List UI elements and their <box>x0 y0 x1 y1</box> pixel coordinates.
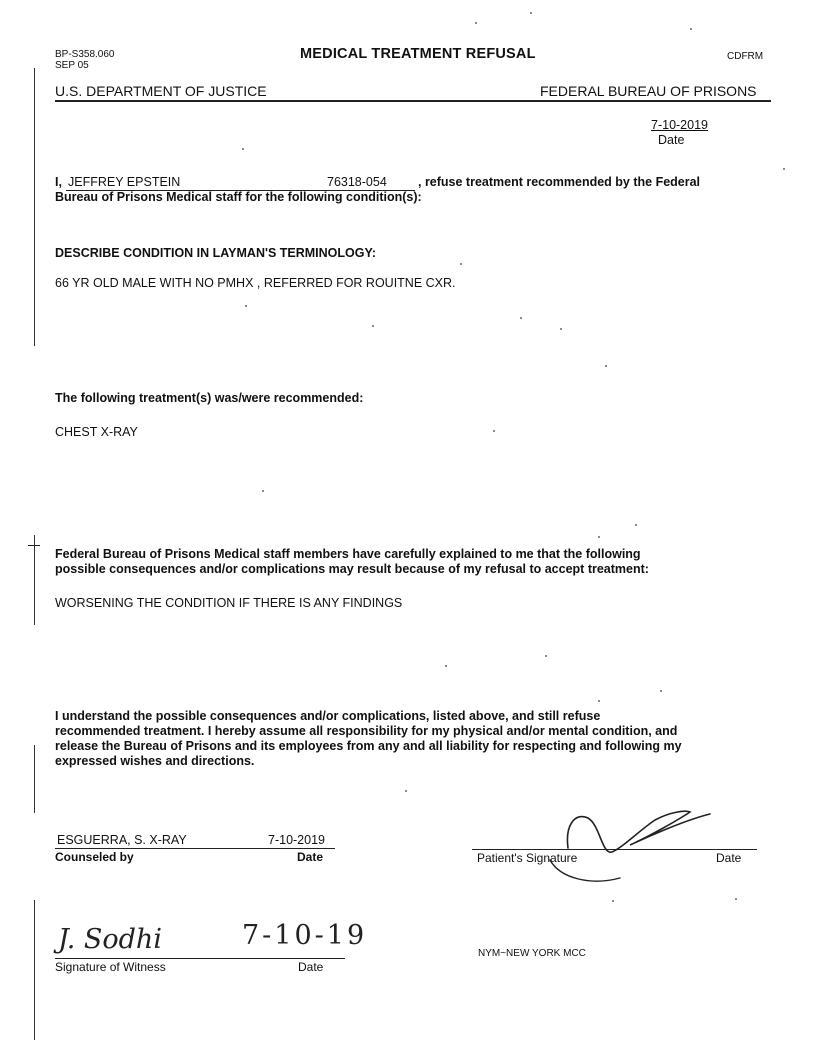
scan-speck <box>735 898 737 900</box>
scan-speck <box>520 317 522 319</box>
statement-line2: Bureau of Prisons Medical staff for the following condition(s): <box>55 190 422 204</box>
treatment-heading: The following treatment(s) was/were recommended: <box>55 391 364 405</box>
counselor-line <box>55 848 335 849</box>
register-number: 76318-054 <box>327 175 387 189</box>
consequences-line1: Federal Bureau of Prisons Medical staff members have carefully explained to me that the following <box>55 547 641 561</box>
department-label: U.S. DEPARTMENT OF JUSTICE <box>55 83 267 99</box>
scan-speck <box>242 148 244 150</box>
scan-speck <box>445 665 447 667</box>
scan-speck <box>635 524 637 526</box>
form-date-label: Date <box>658 133 685 147</box>
scan-speck <box>262 490 264 492</box>
counseled-by-label: Counseled by <box>55 850 134 864</box>
scan-margin-line <box>34 745 35 813</box>
witness-signature: J. Sodhi <box>58 924 162 955</box>
patient-name: JEFFREY EPSTEIN <box>68 175 181 189</box>
acknowledgement-line4: expressed wishes and directions. <box>55 754 255 768</box>
scan-speck <box>493 430 495 432</box>
scan-speck <box>612 900 614 902</box>
patient-date-label: Date <box>716 851 742 865</box>
witness-date-label: Date <box>298 960 324 974</box>
scan-speck <box>475 22 477 24</box>
patient-signature-label: Patient's Signature <box>477 851 578 865</box>
scan-speck <box>460 263 462 265</box>
scan-margin-line <box>34 68 35 346</box>
form-type: CDFRM <box>727 51 764 62</box>
scan-speck <box>690 28 692 30</box>
consequences-line2: possible consequences and/or complications may result because of my refusal to accept treatment: <box>55 562 649 576</box>
statement-prefix: I, <box>55 175 62 189</box>
treatment-text: CHEST X-RAY <box>55 425 138 439</box>
acknowledgement-line3: release the Bureau of Prisons and its employees from any and all liability for respecting and following my <box>55 739 682 753</box>
witness-label: Signature of Witness <box>55 960 166 974</box>
patient-signature-scribble <box>510 800 730 890</box>
scan-speck <box>530 12 532 14</box>
counselor-date-label: Date <box>297 850 324 864</box>
scan-speck <box>598 700 600 702</box>
scan-speck <box>783 168 785 170</box>
acknowledgement-line2: recommended treatment. I hereby assume all responsibility for my physical and/or mental condition, and <box>55 724 678 738</box>
scan-speck <box>545 655 547 657</box>
scan-speck <box>560 328 562 330</box>
statement-line1: , refuse treatment recommended by the Federal <box>418 175 701 189</box>
scan-margin-line <box>34 900 35 1040</box>
scan-speck <box>660 690 662 692</box>
witness-date-handwritten: 7-10-19 <box>242 920 368 951</box>
scan-tick-mark <box>28 545 40 546</box>
scan-margin-line <box>34 535 35 625</box>
witness-line <box>55 958 345 959</box>
scan-speck <box>405 790 407 792</box>
header-divider <box>55 100 771 102</box>
condition-text: 66 YR OLD MALE WITH NO PMHX , REFERRED FOR ROUITNE CXR. <box>55 276 456 290</box>
scan-speck <box>245 305 247 307</box>
acknowledgement-line1: I understand the possible consequences and/or complications, listed above, and still refuse <box>55 709 601 723</box>
counselor-date: 7-10-2019 <box>268 833 325 847</box>
form-date: SEP 05 <box>55 60 89 71</box>
form-code: BP-S358.060 <box>55 49 115 60</box>
bureau-label: FEDERAL BUREAU OF PRISONS <box>540 83 757 99</box>
scan-speck <box>598 536 600 538</box>
condition-heading: DESCRIBE CONDITION IN LAYMAN'S TERMINOLOGY: <box>55 246 377 260</box>
consequences-text: WORSENING THE CONDITION IF THERE IS ANY FINDINGS <box>55 596 403 610</box>
scan-speck <box>605 365 607 367</box>
institution-label: NYM~NEW YORK MCC <box>478 948 586 959</box>
counselor-name: ESGUERRA, S. X-RAY <box>57 833 187 847</box>
page-title: MEDICAL TREATMENT REFUSAL <box>300 46 536 62</box>
scan-speck <box>372 325 374 327</box>
form-date-value: 7-10-2019 <box>651 118 708 132</box>
